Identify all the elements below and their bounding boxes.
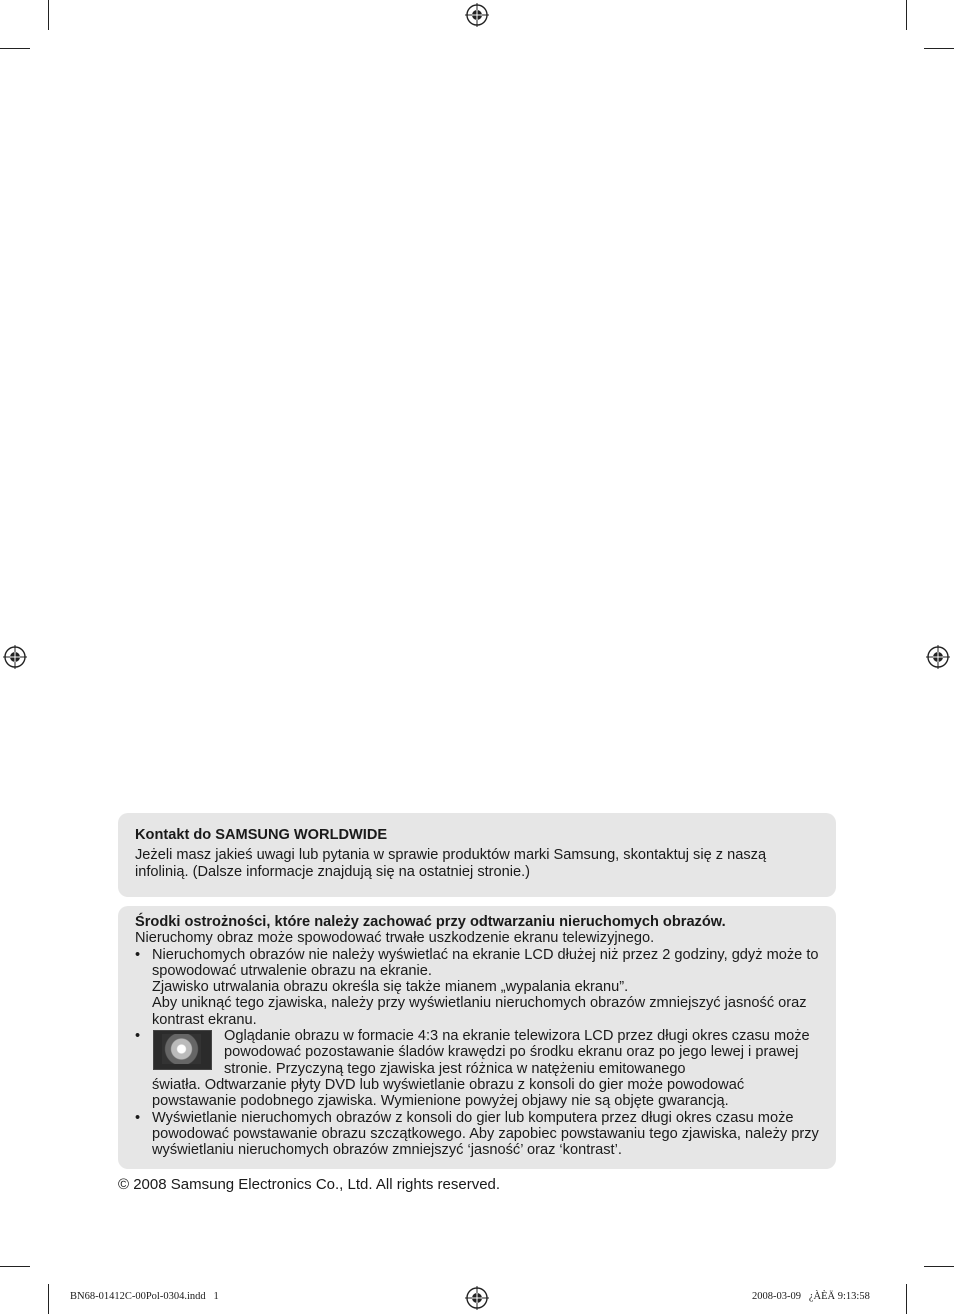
crop-mark — [48, 0, 49, 30]
crop-mark — [0, 1266, 30, 1267]
copyright-text: © 2008 Samsung Electronics Co., Ltd. All rights reserved. — [118, 1176, 501, 1193]
crop-mark — [924, 48, 954, 49]
bullet1-text-a: Nieruchomych obrazów nie należy wyświetlać na ekranie LCD dłużej niż przez 2 godziny, gdyż może to spowodować utrwalenie obrazu na ekranie. — [152, 946, 819, 979]
bullet3-text: Wyświetlanie nieruchomych obrazów z konsoli do gier lub komputera przez długi okres czasu może powodować powstawanie obrazu szczątkowego. Aby zapobiec powstawaniu tego zjawiska, należy przy wyświetlaniu nieruchomych obrazów zmniejszyć ‘jasność’ oraz ‘kontrast’. — [152, 1109, 819, 1159]
registration-mark-icon — [465, 3, 489, 27]
precautions-title: Środki ostrożności, które należy zachować przy odtwarzaniu nieruchomych obrazów. — [135, 914, 726, 930]
contact-title: Kontakt do SAMSUNG WORLDWIDE — [135, 827, 388, 843]
registration-mark-icon — [465, 1286, 489, 1310]
bullet1-text-c: Aby uniknąć tego zjawiska, należy przy wyświetlaniu nieruchomych obrazów zmniejszyć jasność oraz kontrast ekranu. — [152, 995, 807, 1028]
bullet-icon: • — [135, 1109, 141, 1126]
bullet-icon: • — [135, 1028, 141, 1045]
list-item — [135, 947, 820, 1028]
contact-text: Jeżeli masz jakieś uwagi lub pytania w sprawie produktów marki Samsung, skontaktuj się z naszą infolinią. (Dalsze informacje znajdują się na ostatniej stronie.) — [135, 847, 767, 880]
precautions-box — [118, 906, 836, 1169]
registration-mark-icon — [926, 645, 950, 669]
crop-mark — [48, 1284, 49, 1314]
list-item — [135, 1028, 820, 1109]
contact-box — [118, 813, 836, 897]
bullet2-text-a: Oglądanie obrazu w formacie 4:3 na ekranie telewizora LCD przez długi okres czasu może powodować pozostawanie śladów krawędzi po środku ekranu oraz po jego lewej i prawej stronie. Przyczyną tego zjawiska jest różnica w natężeniu emitowanego — [224, 1028, 810, 1077]
crop-mark — [924, 1266, 954, 1267]
bullet-icon: • — [135, 946, 141, 963]
footer-timestamp: 2008-03-09 ¿ÀÈÄ 9:13:58 — [752, 1291, 870, 1302]
precautions-intro: Nieruchomy obraz może spowodować trwałe uszkodzenie ekranu telewizyjnego. — [135, 930, 655, 947]
bullet2-text-b: światła. Odtwarzanie płyty DVD lub wyświetlanie obrazu z konsoli do gier może powodować powstawanie podobnego zjawiska. Wymienione powyżej objawy nie są objęte gwarancją. — [152, 1076, 745, 1110]
crop-mark — [906, 1284, 907, 1314]
crop-mark — [0, 48, 30, 49]
list-item — [135, 1110, 820, 1159]
crop-mark — [906, 0, 907, 30]
registration-mark-icon — [3, 645, 27, 669]
bullet1-text-b: Zjawisko utrwalania obrazu określa się także mianem „wypalania ekranu”. — [152, 979, 629, 996]
tv-screen-thumbnail-icon — [153, 1030, 212, 1070]
footer-file-name: BN68-01412C-00Pol-0304.indd 1 — [70, 1291, 219, 1302]
